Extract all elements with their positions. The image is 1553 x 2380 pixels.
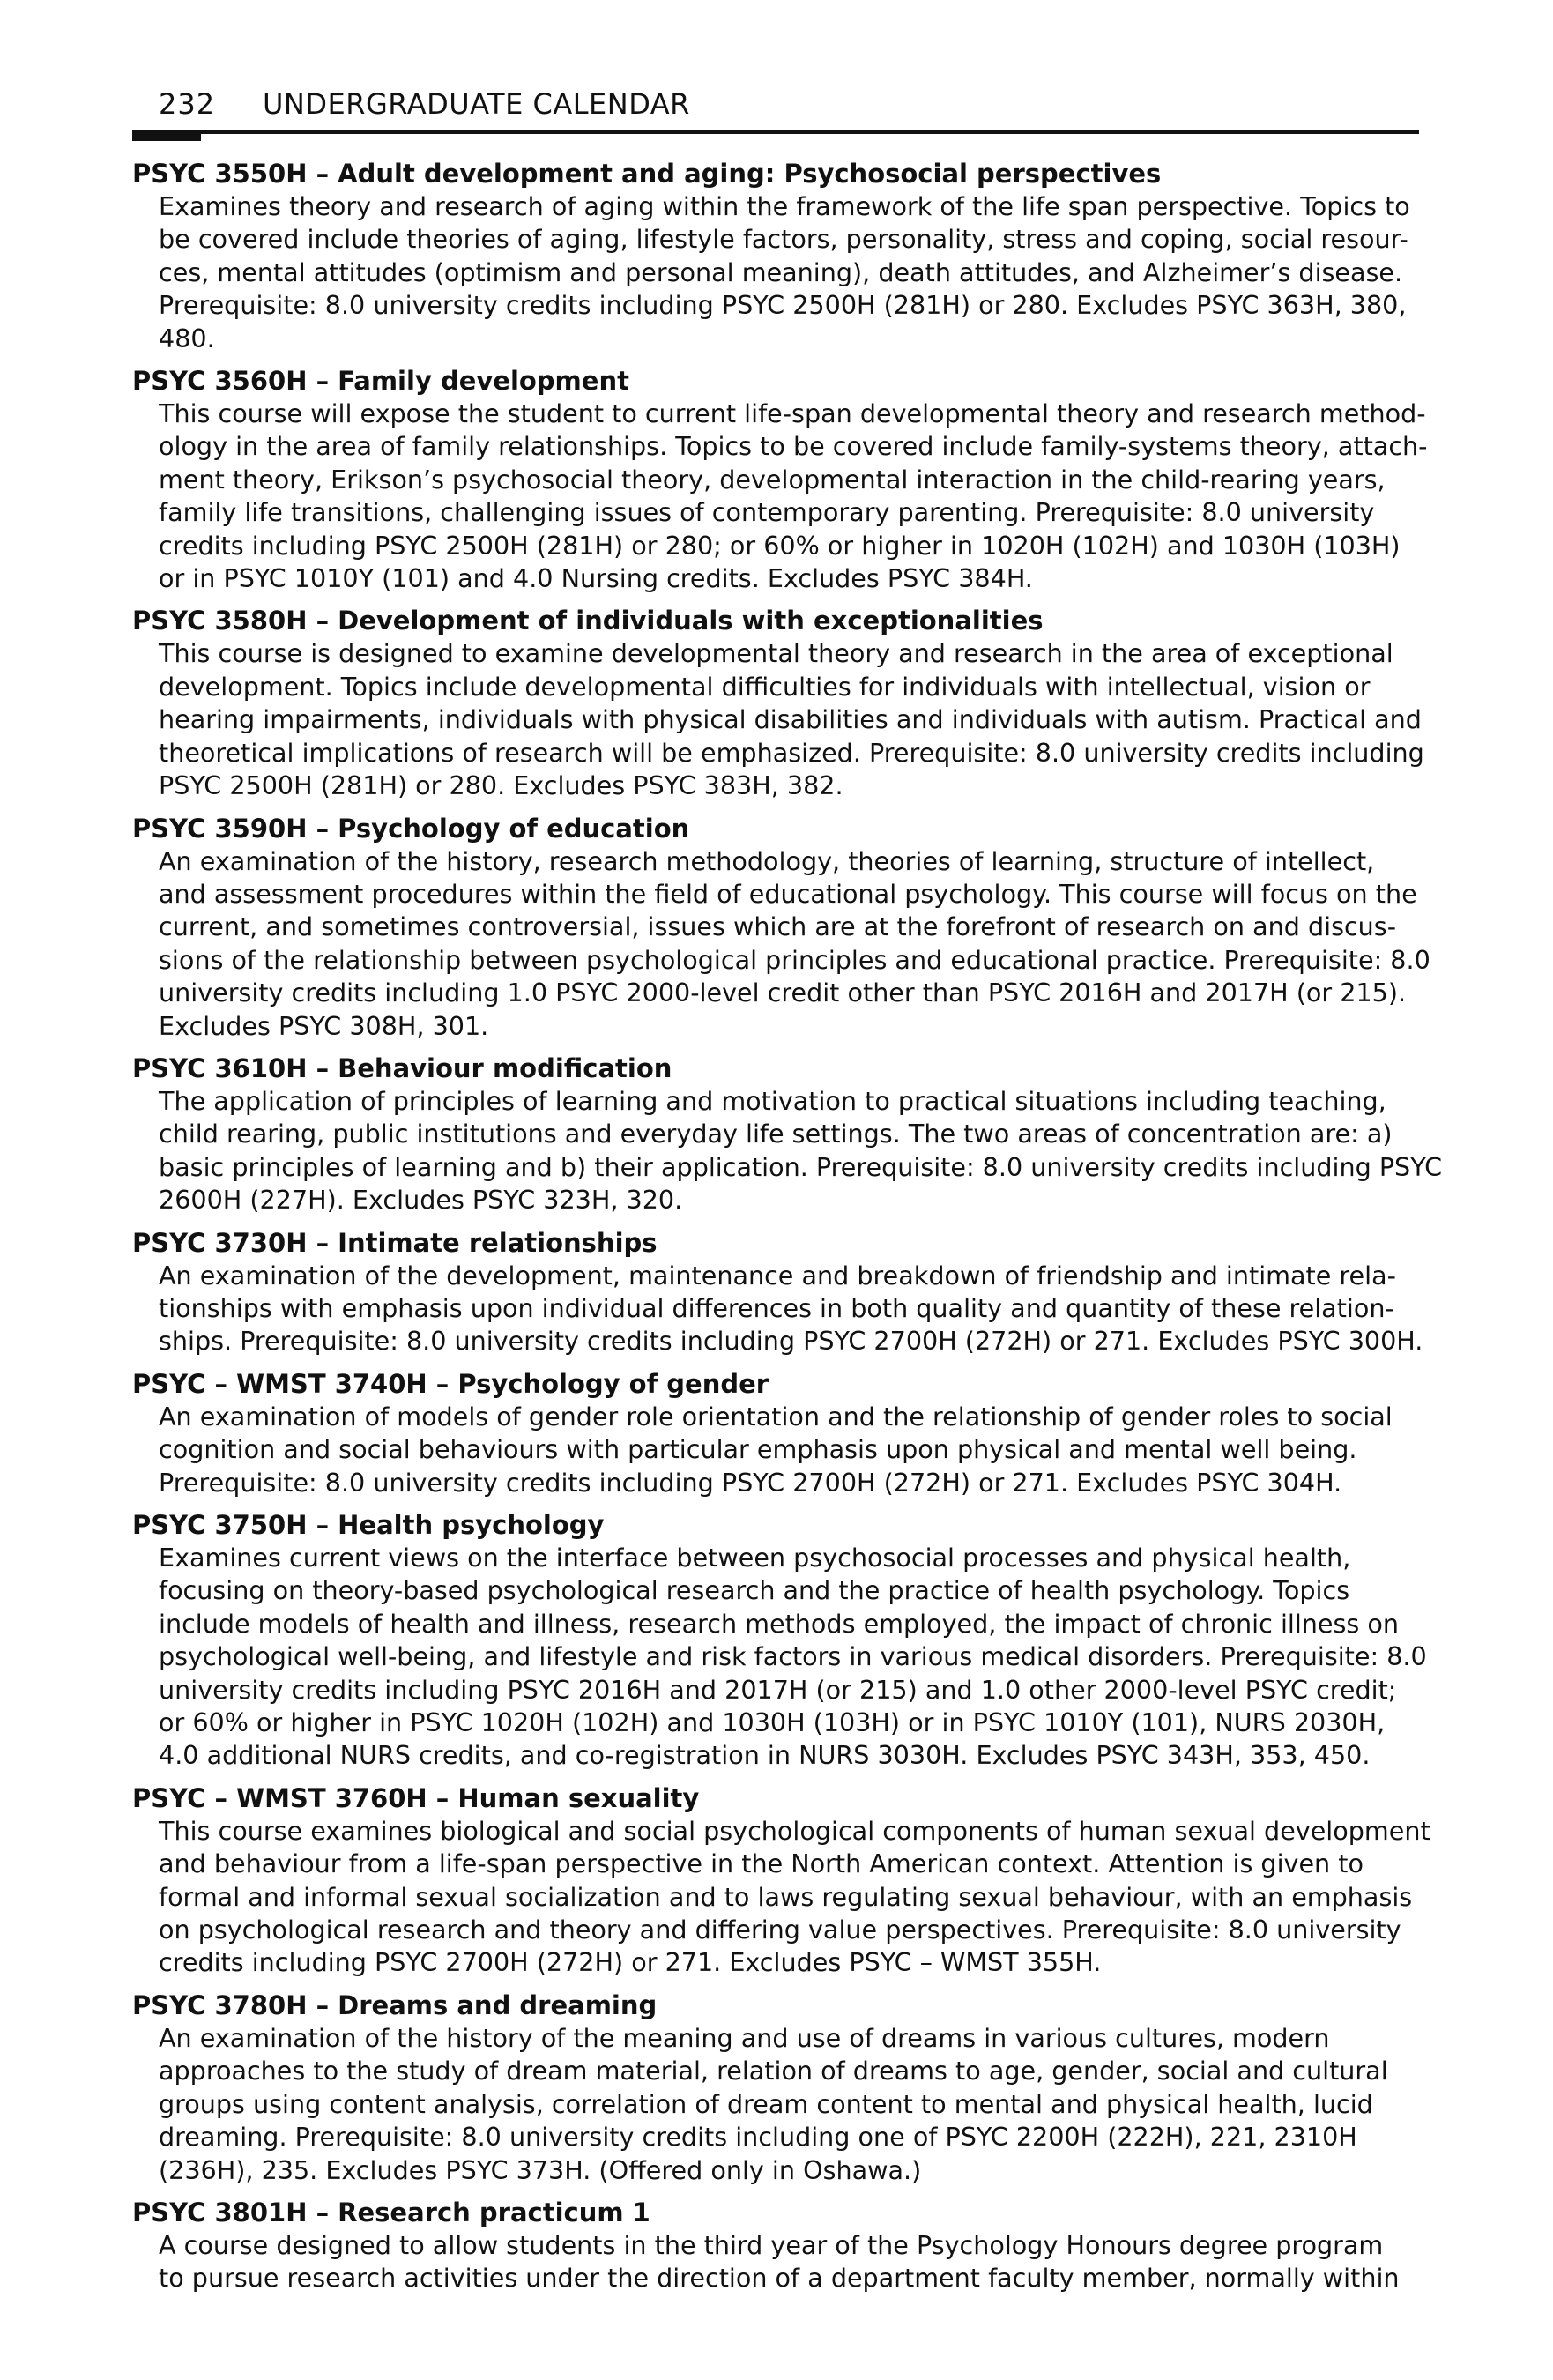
description-line: groups using content analysis, correlation of dream content to mental and physical health, lucid — [159, 2088, 1373, 2119]
course-description — [159, 1260, 1432, 1358]
description-line: development. Topics include developmental difficulties for individuals with intellectual, vision or — [159, 671, 1371, 702]
description-line: include models of health and illness, research methods employed, the impact of chronic illness on — [159, 1608, 1399, 1639]
description-line: to pursue research activities under the direction of a department faculty member, normally within — [159, 2263, 1400, 2294]
description-line: An examination of the history, research methodology, theories of learning, structure of intellect, — [159, 845, 1375, 876]
description-line: Prerequisite: 8.0 university credits including PSYC 2500H (281H) or 280. Excludes PSYC 363H, 380, — [159, 290, 1407, 321]
description-line: Examines theory and research of aging within the framework of the life span perspective. Topics to — [159, 191, 1410, 221]
page-header — [132, 85, 1419, 134]
description-line: child rearing, public institutions and everyday life settings. The two areas of concentration are: a) — [159, 1119, 1393, 1149]
course-entry — [132, 1367, 1428, 1499]
course-entry — [132, 1508, 1428, 1773]
description-line: 4.0 additional NURS credits, and co-registration in NURS 3030H. Excludes PSYC 343H, 353, 450. — [159, 1740, 1371, 1771]
course-title: PSYC 3780H – Dreams and dreaming — [132, 1990, 658, 2020]
description-line: A course designed to allow students in the third year of the Psychology Honours degree program — [159, 2229, 1384, 2260]
description-line: theoretical implications of research will be emphasized. Prerequisite: 8.0 university credits including — [159, 737, 1424, 768]
description-line: be covered include theories of aging, lifestyle factors, personality, stress and coping, social resour- — [159, 224, 1408, 255]
course-description — [159, 845, 1432, 1043]
description-line: ment theory, Erikson’s psychosocial theory, developmental interaction in the child-rearing years, — [159, 464, 1386, 495]
course-description — [159, 1401, 1432, 1499]
description-line: family life transitions, challenging issues of contemporary parenting. Prerequisite: 8.0 university — [159, 497, 1375, 528]
course-description — [159, 190, 1432, 355]
description-line: An examination of the history of the meaning and use of dreams in various cultures, modern — [159, 2022, 1330, 2053]
description-line: current, and sometimes controversial, issues which are at the forefront of research on and discus- — [159, 911, 1397, 942]
course-description — [159, 2022, 1432, 2187]
description-line: ships. Prerequisite: 8.0 university credits including PSYC 2700H (272H) or 271. Excludes PSYC 300H. — [159, 1326, 1423, 1357]
course-entry — [132, 2196, 1428, 2295]
course-title: PSYC 3750H – Health psychology — [132, 1510, 605, 1540]
course-entry — [132, 1226, 1428, 1358]
description-line: ces, mental attitudes (optimism and personal meaning), death attitudes, and Alzheimer’s disease. — [159, 257, 1403, 287]
course-entry — [132, 1989, 1428, 2187]
description-line: cognition and social behaviours with particular emphasis upon physical and mental well being. — [159, 1434, 1357, 1465]
course-title: PSYC 3801H – Research practicum 1 — [132, 2197, 650, 2228]
course-description — [159, 637, 1432, 802]
course-title: PSYC 3590H – Psychology of education — [132, 813, 690, 844]
description-line: Excludes PSYC 308H, 301. — [159, 1010, 489, 1041]
description-line: Prerequisite: 8.0 university credits including PSYC 2700H (272H) or 271. Excludes PSYC 304H. — [159, 1467, 1342, 1498]
description-line: This course is designed to examine developmental theory and research in the area of exceptional — [159, 638, 1393, 669]
description-line: and behaviour from a life-span perspective in the North American context. Attention is given to — [159, 1848, 1364, 1879]
course-title: PSYC 3550H – Adult development and aging: Psychosocial perspectives — [132, 159, 1162, 189]
course-list — [132, 157, 1443, 2304]
description-line: dreaming. Prerequisite: 8.0 university credits including one of PSYC 2200H (222H), 221, 2310H — [159, 2122, 1357, 2153]
description-line: An examination of the development, maintenance and breakdown of friendship and intimate rela- — [159, 1260, 1396, 1290]
course-title: PSYC 3730H – Intimate relationships — [132, 1227, 658, 1258]
description-line: The application of principles of learning and motivation to practical situations including teaching, — [159, 1085, 1386, 1116]
description-line: approaches to the study of dream material, relation of dreams to age, gender, social and cultural — [159, 2056, 1388, 2086]
course-entry — [132, 812, 1428, 1043]
description-line: This course examines biological and social psychological components of human sexual development — [159, 1815, 1430, 1846]
course-title: PSYC 3560H – Family development — [132, 366, 629, 397]
description-line: An examination of models of gender role orientation and the relationship of gender roles to social — [159, 1401, 1393, 1432]
course-entry — [132, 1781, 1428, 1980]
description-line: university credits including PSYC 2016H and 2017H (or 215) and 1.0 other 2000-level PSYC credit; — [159, 1674, 1397, 1705]
description-line: university credits including 1.0 PSYC 2000-level credit other than PSYC 2016H and 2017H (or 215). — [159, 978, 1407, 1008]
course-description — [159, 1085, 1443, 1217]
description-line: Examines current views on the interface between psychosocial processes and physical health, — [159, 1543, 1351, 1573]
description-line: 2600H (227H). Excludes PSYC 323H, 320. — [159, 1185, 683, 1216]
course-title: PSYC 3580H – Development of individuals with exceptionalities — [132, 606, 1044, 636]
description-line: basic principles of learning and b) their application. Prerequisite: 8.0 university credits including PSYC — [159, 1151, 1443, 1182]
description-line: credits including PSYC 2500H (281H) or 280; or 60% or higher in 1020H (102H) and 1030H (103H) — [159, 530, 1401, 561]
page-number: 232 — [159, 87, 216, 121]
description-line: ology in the area of family relationships. Topics to be covered include family-systems theory, attach- — [159, 431, 1428, 462]
course-entry — [132, 364, 1428, 595]
description-line: formal and informal sexual socialization and to laws regulating sexual behaviour, with an emphasis — [159, 1881, 1413, 1912]
description-line: tionships with emphasis upon individual differences in both quality and quantity of these relation- — [159, 1292, 1394, 1323]
description-line: and assessment procedures within the field of educational psychology. This course will focus on the — [159, 878, 1417, 909]
description-line: hearing impairments, individuals with physical disabilities and individuals with autism. Practical and — [159, 704, 1422, 735]
course-entry — [132, 1052, 1443, 1217]
course-title: PSYC – WMST 3760H – Human sexuality — [132, 1782, 700, 1813]
description-line: credits including PSYC 2700H (272H) or 271. Excludes PSYC – WMST 355H. — [159, 1947, 1102, 1978]
header-rule-tab — [132, 132, 201, 141]
description-line: (236H), 235. Excludes PSYC 373H. (Offered only in Oshawa.) — [159, 2154, 922, 2185]
course-entry — [132, 604, 1428, 802]
course-title: PSYC – WMST 3740H – Psychology of gender — [132, 1368, 769, 1399]
course-title: PSYC 3610H – Behaviour modification — [132, 1052, 672, 1083]
course-description — [159, 2229, 1432, 2295]
description-line: 480. — [159, 323, 215, 353]
description-line: sions of the relationship between psychological principles and educational practice. Prerequisite: 8.0 — [159, 944, 1430, 975]
description-line: focusing on theory-based psychological research and the practice of health psychology. Topics — [159, 1575, 1350, 1606]
description-line: or in PSYC 1010Y (101) and 4.0 Nursing credits. Excludes PSYC 384H. — [159, 563, 1033, 594]
description-line: or 60% or higher in PSYC 1020H (102H) and 1030H (103H) or in PSYC 1010Y (101), NURS 2030H, — [159, 1707, 1386, 1738]
description-line: psychological well-being, and lifestyle and risk factors in various medical disorders. Prerequisite: 8.0 — [159, 1641, 1427, 1672]
description-line: on psychological research and theory and differing value perspectives. Prerequisite: 8.0 university — [159, 1915, 1401, 1945]
course-description — [159, 1542, 1432, 1773]
description-line: PSYC 2500H (281H) or 280. Excludes PSYC 383H, 382. — [159, 770, 843, 801]
description-line: This course will expose the student to current life-span developmental theory and research method- — [159, 398, 1426, 429]
course-entry — [132, 157, 1428, 355]
course-description — [159, 398, 1432, 595]
course-description — [159, 1815, 1432, 1980]
running-head: UNDERGRADUATE CALENDAR — [263, 87, 690, 121]
